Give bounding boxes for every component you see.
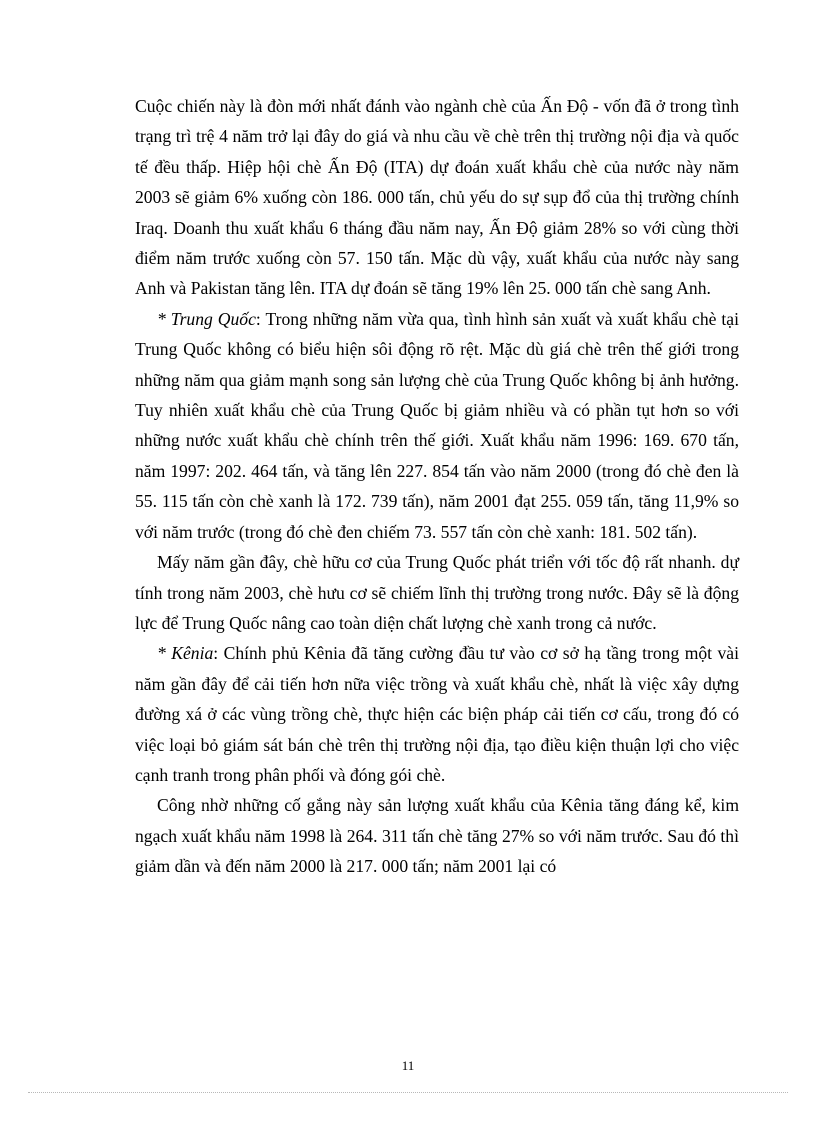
paragraph-text: : Trong những năm vừa qua, tình hình sản xuất và xuất khẩu chè tại Trung Quốc không có biểu hiện sôi động rõ rệt. Mặc dù giá chè trên thế giới trong những năm qua giảm mạnh song sản lượng chè của Trung Quốc không bị ảnh hưởng. Tuy nhiên xuất khẩu chè của Trung Quốc bị giảm nhiều và có phần tụt hơn so với những nước xuất khẩu chè chính trên thế giới. Xuất khẩu năm 1996: 169. 670 tấn, năm 1997: 202. 464 tấn, và tăng lên 227. 854 tấn vào năm 2000 (trong đó chè đen là 55. 115 tấn còn chè xanh là 172. 739 tấn), năm 2001 đạt 255. 059 tấn, tăng 11,9% so với năm trước (trong đó chè đen chiếm 73. 557 tấn còn chè xanh: 181. 502 tấn). [135,308,739,542]
paragraph-india-tea [135,91,739,304]
page-bottom-divider [28,1092,788,1093]
paragraph-kenya [135,638,739,790]
paragraph-text: Cuộc chiến này là đòn mới nhất đánh vào ngành chè của Ấn Độ - vốn đã ở trong tình trạng trì trệ 4 năm trở lại đây do giá và nhu cầu về chè trên thị trường nội địa và quốc tế đều thấp. Hiệp hội chè Ấn Độ (ITA) dự đoán xuất khẩu chè của nước này năm 2003 sẽ giảm 6% xuống còn 186. 000 tấn, chủ yếu do sự sụp đổ của thị trường chính Iraq. Doanh thu xuất khẩu 6 tháng đầu năm nay, Ấn Độ giảm 28% so với cùng thời điểm năm trước xuống còn 57. 150 tấn. Mặc dù vậy, xuất khẩu của nước này sang Anh và Pakistan tăng lên. ITA dự đoán sẽ tăng 19% lên 25. 000 tấn chè sang Anh. [135,96,739,299]
paragraph-china [135,304,739,547]
section-lead-kenya: * Kênia [157,643,214,664]
paragraph-text: Mấy năm gần đây, chè hữu cơ của Trung Quốc phát triển với tốc độ rất nhanh. dự tính trong năm 2003, chè hưu cơ sẽ chiếm lĩnh thị trường trong nước. Đây sẽ là động lực để Trung Quốc nâng cao toàn diện chất lượng chè xanh trong cả nước. [135,552,739,633]
section-lead-china: * Trung Quốc [157,308,256,329]
paragraph-text: Công nhờ những cố gắng này sản lượng xuất khẩu của Kênia tăng đáng kể, kim ngạch xuất khẩu năm 1998 là 264. 311 tấn chè tăng 27% so với năm trước. Sau đó thì giảm dần và đến năm 2000 là 217. 000 tấn; năm 2001 lại có [135,795,739,877]
paragraph-china-organic [135,547,739,638]
document-body [135,91,739,882]
paragraph-kenya-exports [135,790,739,881]
paragraph-text: : Chính phủ Kênia đã tăng cường đầu tư vào cơ sở hạ tầng trong một vài năm gần đây để cải tiến hơn nữa việc trồng và xuất khẩu chè, nhất là việc xây dựng đường xá ở các vùng trồng chè, thực hiện các biện pháp cải tiến cơ cấu, trong đó có việc loại bỏ giám sát bán chè trên thị trường nội địa, tạo điều kiện thuận lợi cho việc cạnh tranh trong phân phối và đóng gói chè. [135,643,739,785]
page-number: 11 [401,1058,415,1073]
